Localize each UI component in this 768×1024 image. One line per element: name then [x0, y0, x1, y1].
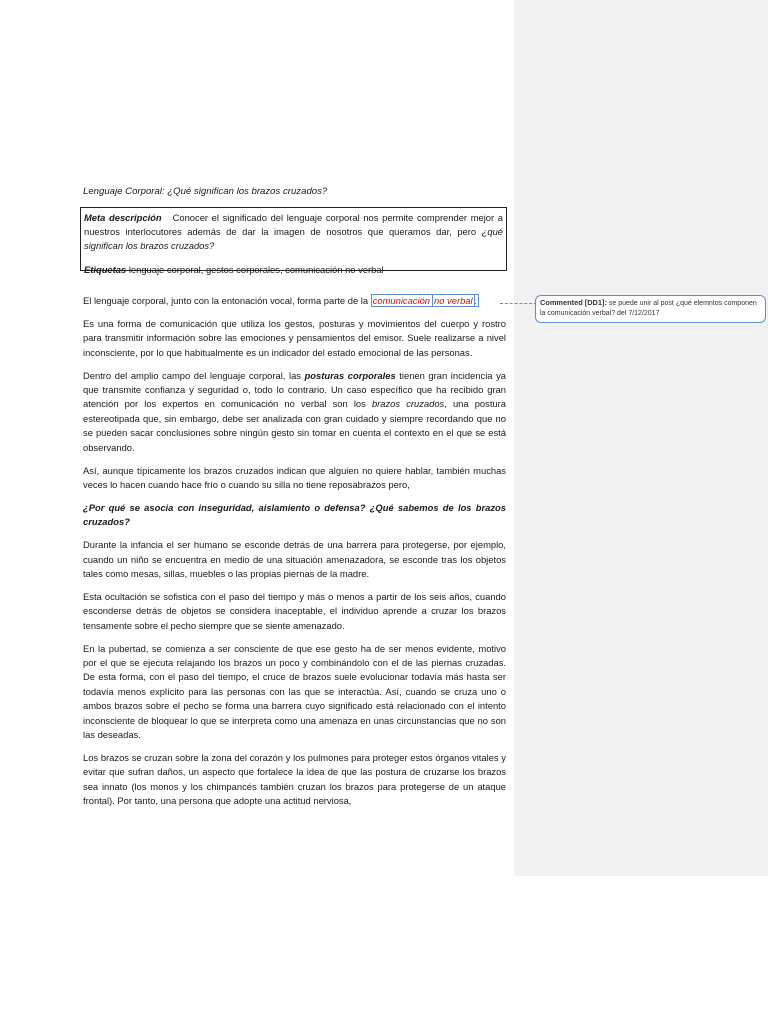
paragraph-2: Es una forma de comunicación que utiliza los gestos, posturas y movimientos del cuerpo y rostro para transmitir información sobre las emociones y pensamientos del emisor. Suele realizarse a nivel inconsciente, por lo que habitualmente es un indicador del estado emocional de las personas. — [83, 317, 506, 358]
paragraph-1 — [83, 294, 506, 308]
paragraph-3-text-a: Dentro del amplio campo del lenguaje corporal, las — [83, 369, 305, 381]
comment-pane — [514, 0, 768, 876]
comment-author: Commented [DD1]: — [540, 298, 607, 307]
brazos-cruzados-emphasis: brazos cruzados — [371, 398, 445, 410]
paragraph-1-text: El lenguaje corporal, junto con la entonación vocal, forma parte de la — [83, 295, 371, 306]
meta-description-box — [80, 207, 507, 275]
paragraph-7: En la pubertad, se comienza a ser consciente de que ese gesto ha de ser menos evidente, motivo por el que se ejecuta relajando los brazos un poco y combinándolo con el de las piernas cruzadas. De esta forma, con el paso del tiempo, el cruce de brazos suele evolucionar todavía más hasta ser todavía menos explícito para las personas con las que se interactúa. Así, cuando se cruza uno o ambos brazos sobre el pecho se forma una barrera cuyo significado está relacionado con el intento inconsciente de bloquear lo que se interpreta como una amenaza en unas circunstancias que no son las deseadas. — [83, 642, 506, 741]
meta-description-label: Meta descripción — [84, 212, 162, 223]
meta-description-text: Conocer el significado del lenguaje corporal nos permite comprender mejor a nuestros interlocutores además de dar la imagen de nosotros que queramos dar, pero — [84, 212, 503, 237]
meta-description-paragraph — [84, 211, 503, 253]
document-title: Lenguaje Corporal: ¿Qué significan los brazos cruzados? — [83, 186, 328, 197]
document-body — [83, 294, 506, 817]
paragraph-6: Esta ocultación se sofistica con el paso del tiempo y más o menos a partir de los seis años, cuando esconderse detrás de objetos se considera inaceptable, el individuo aprende a cruzar los brazos tensamente sobre el pecho siempre que se siente amenazado. — [83, 590, 506, 631]
meta-description-question: ¿qué significan los brazos cruzados? — [84, 226, 503, 251]
paragraph-4: Así, aunque típicamente los brazos cruzados indican que alguien no quiere hablar, también muchas veces lo hacen cuando hace frío o cuando su silla no tiene reposabrazos pero, — [83, 464, 506, 490]
tags-text: lenguaje corporal, gestos corporales, comunicación no verbal — [128, 264, 384, 275]
paragraph-3 — [83, 369, 506, 455]
paragraph-3-text-c: , una postura estereotipada que, sin embargo, debe ser analizada con gran cuidado y siempre recordando que no se pueden sacar conclusiones sobre ningún gesto sin tomar en cuenta el contexto en el que se está observando. — [83, 398, 506, 453]
section-heading: ¿Por qué se asocia con inseguridad, aislamiento o defensa? ¿Qué sabemos de los brazos cruzados? — [83, 501, 506, 528]
posturas-corporales-emphasis: posturas corporales — [304, 369, 396, 381]
comment-text: se puede unir al post ¿qué elemntos componen la comunicación verbal? del 7/12/2017 — [540, 300, 757, 317]
tags-paragraph — [84, 263, 503, 277]
link-word-1: comunicación — [372, 295, 431, 306]
comment-anchor-link[interactable] — [371, 294, 480, 307]
link-word-2: no verbal — [434, 295, 473, 306]
comment-connector-line — [500, 303, 537, 304]
comment-balloon[interactable] — [535, 295, 766, 323]
paragraph-8: Los brazos se cruzan sobre la zona del corazón y los pulmones para proteger estos órganos vitales y evitar que sufran daños, un aspecto que fortalece la idea de que las postura de cruzarse los brazos sea innato (los monos y los chimpancés también cruzan los brazos para protegerse de un ataque frontal). Por tanto, una persona que adopte una actitud nerviosa, — [83, 751, 506, 807]
paragraph-3-text-b: tienen gran incidencia ya que transmite confianza y seguridad o, todo lo contrario. Un caso específico que ha recibido gran atención por los expertos en comunicación no verbal son los — [83, 369, 506, 410]
paragraph-5: Durante la infancia el ser humano se esconde detrás de una barrera para protegerse, por ejemplo, cuando un niño se encuentra en medio de una situación amenazadora, se esconde tras los objetos tales como mesas, sillas, muebles o las propias piernas de la madre. — [83, 539, 506, 579]
link-period: . — [474, 295, 478, 306]
tags-label: Etiquetas — [84, 264, 127, 275]
